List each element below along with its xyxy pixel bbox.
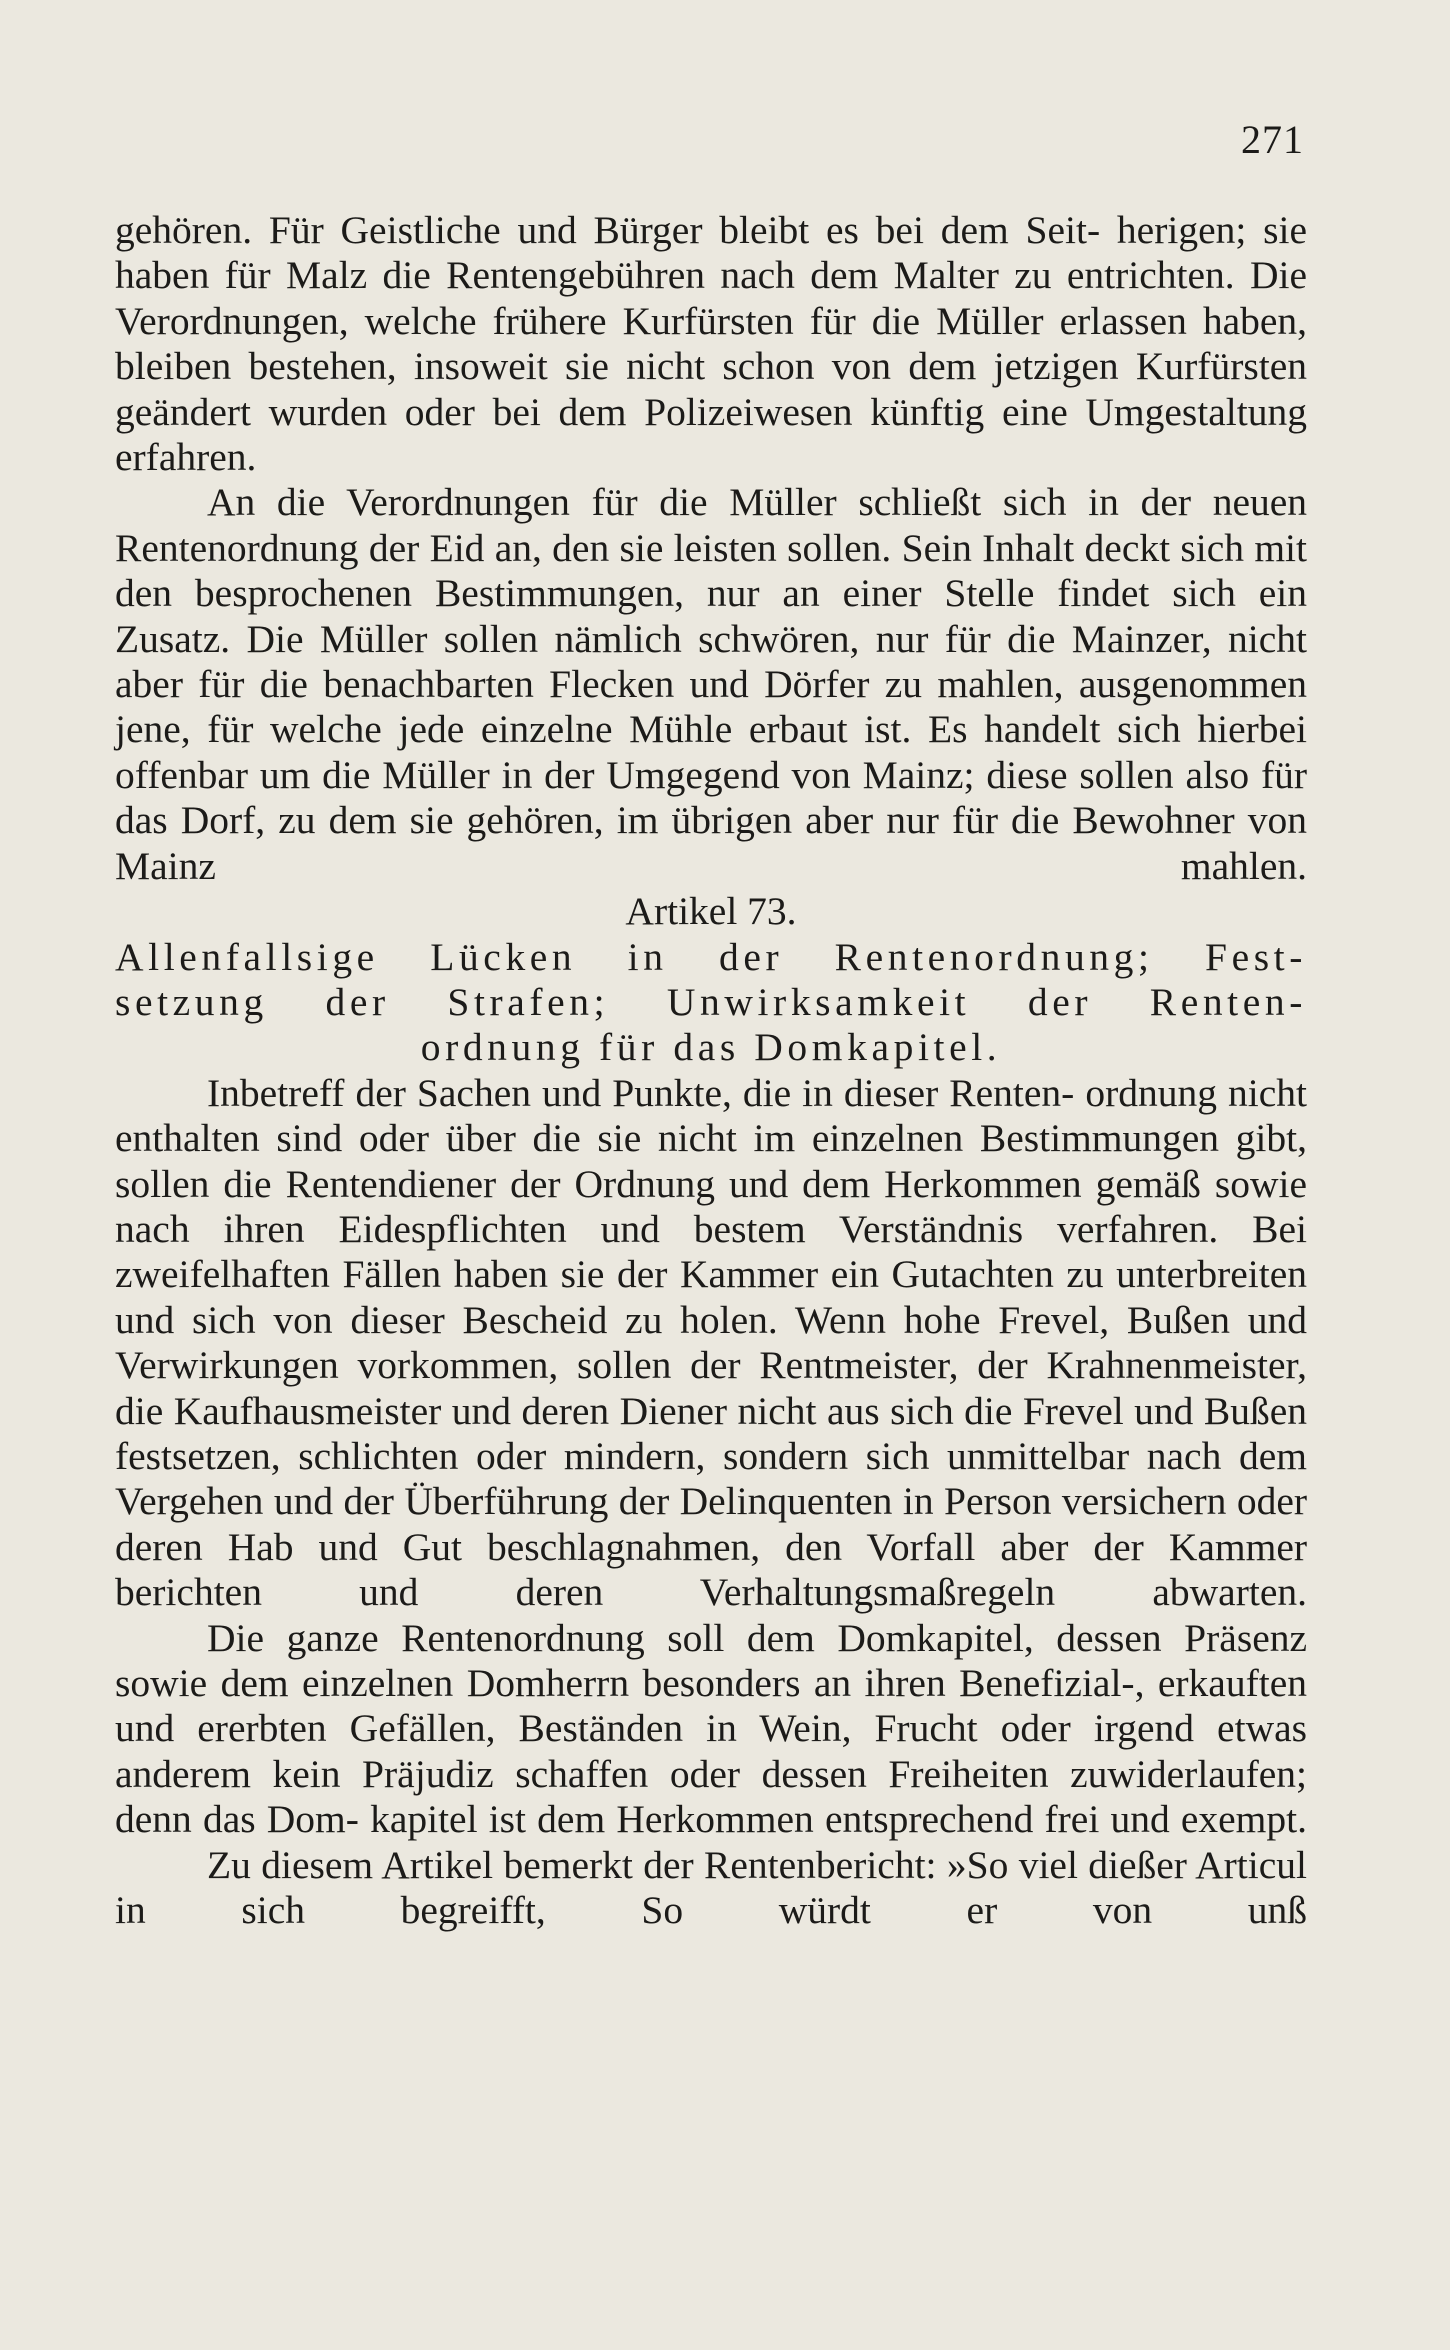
text-line: nicht aus sich die Frevel und Bußen festsetzen, schlichten bbox=[115, 1388, 1308, 1478]
text-line: Sein Inhalt deckt sich mit den besprochenen Bestimmungen, bbox=[115, 525, 1307, 616]
text-line: nämlich schwören, nur für die Mainzer, nicht aber für die bbox=[115, 616, 1307, 707]
article-title-line: setzung der Strafen; Unwirksamkeit der Renten- bbox=[115, 979, 1307, 1024]
text-line: oder mindern, sondern sich unmittelbar nach dem Vergehen bbox=[115, 1433, 1307, 1524]
text-line: nur an einer Stelle findet sich ein Zusatz. Die Müller sollen bbox=[115, 571, 1308, 661]
text-line: schaffen oder dessen Freiheiten zuwiderlaufen; denn das Dom- bbox=[115, 1751, 1307, 1842]
text-line: oder deren Hab und Gut beschlagnahmen, den Vorfall aber der bbox=[115, 1479, 1308, 1569]
paragraph-2 bbox=[115, 480, 1307, 889]
text-line: neuen Rentenordnung der Eid an, den sie leisten sollen. bbox=[115, 480, 1308, 570]
text-line: im übrigen aber nur für die Bewohner von Mainz mahlen. bbox=[115, 798, 1307, 888]
text-line: Zu diesem Artikel bemerkt der Rentenbericht: »So bbox=[207, 1842, 1009, 1887]
paragraph-4 bbox=[115, 1616, 1307, 1843]
text-line: haben sie der Kammer ein Gutachten zu unterbreiten und bbox=[115, 1252, 1307, 1342]
text-line: insoweit sie nicht schon von dem jetzigen Kurfürsten geändert bbox=[115, 344, 1307, 434]
text-line: Kammer berichten und deren Verhaltungsmaßregeln abwarten. bbox=[115, 1524, 1308, 1615]
paragraph-1 bbox=[115, 208, 1307, 480]
text-line: wurden oder bei dem Polizeiwesen künftig eine Umgestaltung bbox=[268, 389, 1308, 434]
text-line: herigen; sie haben für Malz die Rentengebühren nach dem bbox=[115, 208, 1308, 298]
text-line: Bestimmungen gibt, sollen die Rentendiener der Ordnung bbox=[115, 1116, 1307, 1206]
text-line: Bußen und Verwirkungen vorkommen, sollen der Rentmeister, bbox=[115, 1297, 1308, 1388]
text-line: Inbetreff der Sachen und Punkte, die in dieser Renten- bbox=[207, 1070, 1075, 1115]
text-line: An die Verordnungen für die Müller schließt sich in der bbox=[207, 480, 1192, 525]
paragraph-3 bbox=[115, 1071, 1307, 1616]
text-line: und bestem Verständnis verfahren. Bei zweifelhaften Fällen bbox=[115, 1206, 1308, 1297]
text-line: viel dießer Articul in sich begreifft, So würdt er von unß bbox=[115, 1842, 1307, 1933]
text-line: sich von dieser Bescheid zu holen. Wenn hohe Frevel, bbox=[192, 1297, 1110, 1342]
text-line: gehören. Für Geistliche und Bürger bleibt es bei dem Seit- bbox=[115, 208, 1101, 252]
text-line: Präsenz sowie dem einzelnen Domherrn besonders an ihren bbox=[115, 1615, 1308, 1705]
page-number: 271 bbox=[1241, 117, 1304, 162]
article-title-line: Allenfallsige Lücken in der Rentenordnung; Fest- bbox=[115, 934, 1307, 979]
text-line: kapitel ist dem Herkommen entsprechend frei und exempt. bbox=[370, 1797, 1307, 1842]
text-line: benachbarten Flecken und Dörfer zu mahlen, ausgenommen bbox=[323, 662, 1307, 707]
text-line: Benefizial-, erkauften und ererbten Gefällen, Beständen in bbox=[115, 1661, 1307, 1751]
text-line: der Krahnenmeister, die Kaufhausmeister und deren Diener bbox=[115, 1343, 1308, 1433]
paragraph-5 bbox=[115, 1843, 1307, 1934]
text-line: sich hierbei offenbar um die Müller in der Umgegend von bbox=[115, 707, 1308, 797]
text-line: Kurfürsten für die Müller erlassen haben, bleiben bestehen, bbox=[115, 298, 1308, 389]
text-line: erfahren. bbox=[115, 435, 257, 480]
text-line: Malter zu entrichten. Die Verordnungen, welche frühere bbox=[115, 253, 1308, 343]
text-column bbox=[115, 208, 1307, 1933]
text-line: jene, für welche jede einzelne Mühle erbaut ist. Es handelt bbox=[115, 707, 1101, 752]
text-line: ordnung nicht enthalten sind oder über die sie nicht im einzelnen bbox=[115, 1070, 1308, 1161]
text-line: Wein, Frucht oder irgend etwas anderem kein Präjudiz bbox=[115, 1706, 1307, 1796]
article-title-line: ordnung für das Domkapitel. bbox=[420, 1025, 1002, 1070]
article-heading: Artikel 73. bbox=[625, 889, 797, 934]
text-line: Die ganze Rentenordnung soll dem Domkapitel, dessen bbox=[207, 1615, 1162, 1660]
text-line: und der Überführung der Delinquenten in Person versichern bbox=[273, 1479, 1227, 1524]
text-line: und dem Herkommen gemäß sowie nach ihren Eidespflichten bbox=[115, 1161, 1308, 1251]
text-line: Mainz; diese sollen also für das Dorf, zu dem sie gehören, bbox=[115, 752, 1307, 843]
